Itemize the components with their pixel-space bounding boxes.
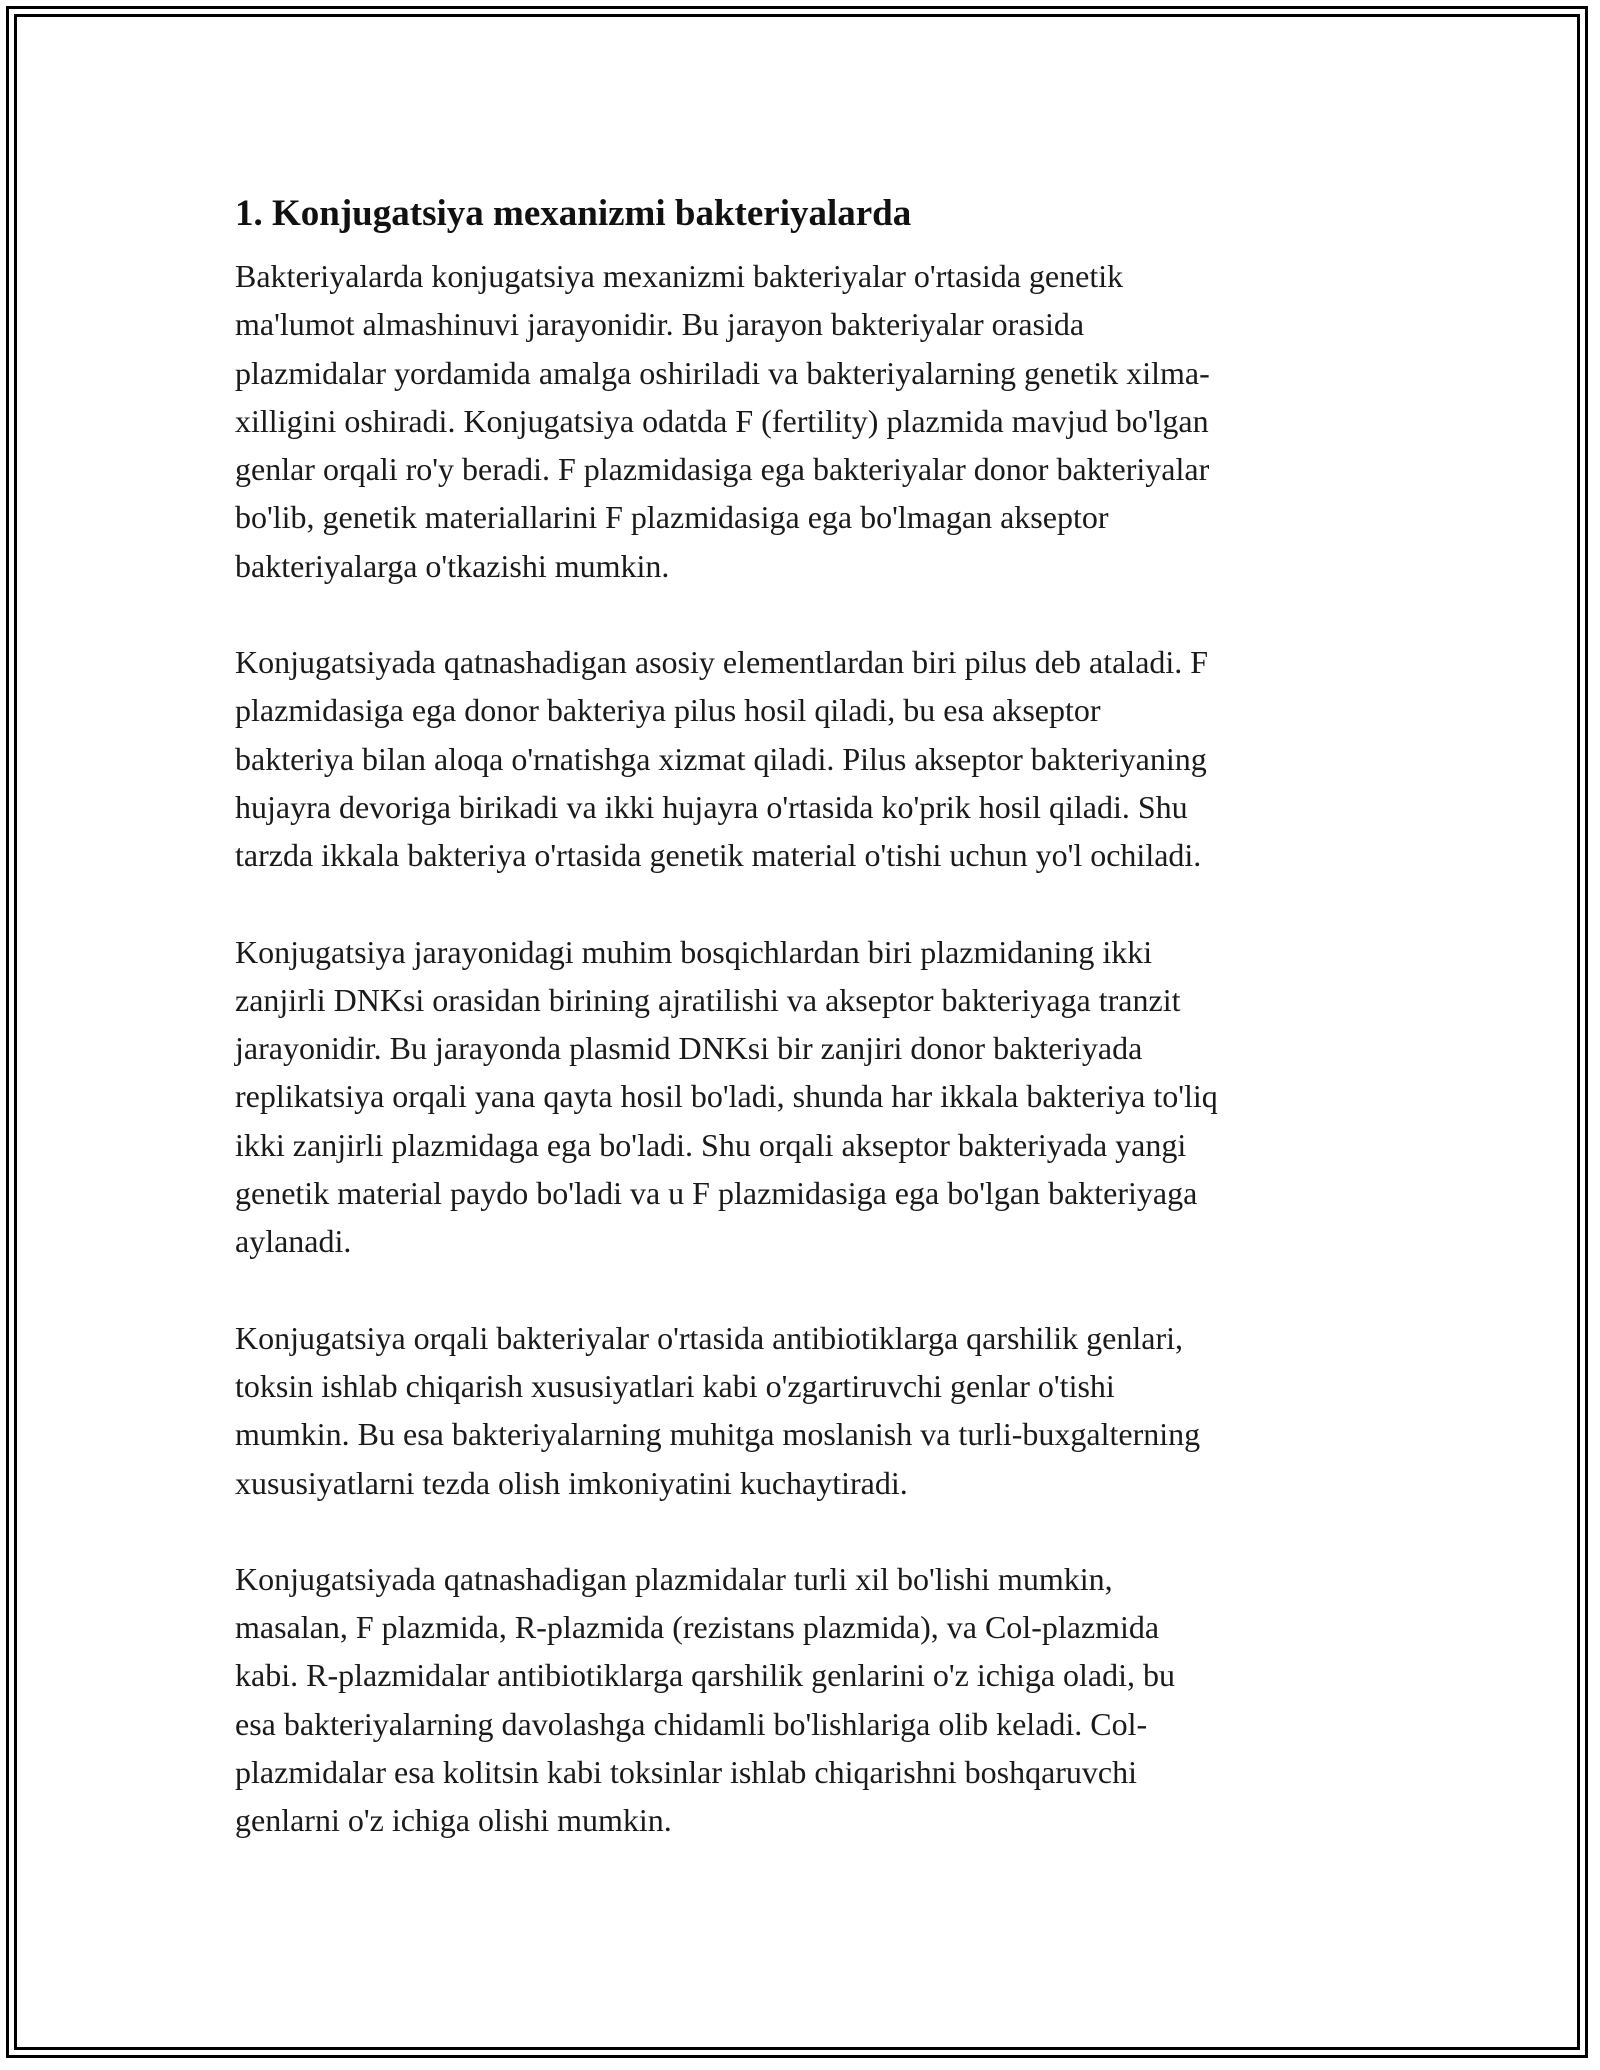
paragraph-2: Konjugatsiyada qatnashadigan asosiy elementlardan biri pilus deb ataladi. F plazmidasiga ega donor bakteriya pilus hosil qiladi, bu esa akseptor bakteriya bilan aloqa o'rnatishga xizmat qiladi. Pilus akseptor bakteriyaning hujayra devoriga birikadi va ikki hujayra o'rtasida ko'prik hosil qiladi. Shu tarzda ikkala bakteriya o'rtasida genetik material o'tishi uchun yo'l ochiladi. bbox=[235, 644, 1209, 874]
document-body bbox=[235, 188, 1370, 1893]
paragraph-4: Konjugatsiya orqali bakteriyalar o'rtasida antibiotiklarga qarshilik genlari, toksin ishlab chiqarish xususiyatlari kabi o'zgartiruvchi genlar o'tishi mumkin. Bu esa bakteriyalarning muhitga moslanish va turli-buxgalterning xususiyatlarni tezda olish imkoniyatini kuchaytiradi. bbox=[235, 1319, 1201, 1501]
paragraph-1: Bakteriyalarda konjugatsiya mexanizmi bakteriyalar o'rtasida genetik ma'lumot almashinuvi jarayonidir. Bu jarayon bakteriyalar orasida plazmidalar yordamida amalga oshiriladi va bakteriyalarning genetik xilma- xilligini oshiradi. Konjugatsiya odatda F (fertility) plazmida mavjud bo'lgan genlar orqali ro'y beradi. F plazmidasiga ega bakteriyalar donor bakteriyalar bo'lib, genetik materiallarini F plazmidasiga ega bo'lmagan akseptor bakteriyalarga o'tkazishi mumkin. bbox=[235, 258, 1210, 584]
paragraph-5: Konjugatsiyada qatnashadigan plazmidalar turli xil bo'lishi mumkin, masalan, F plazmida, R-plazmida (rezistans plazmida), va Col-plazmida kabi. R-plazmidalar antibiotiklarga qarshilik genlarini o'z ichiga oladi, bu esa bakteriyalarning davolashga chidamli bo'lishlariga olib keladi. Col- plazmidalar esa kolitsin kabi toksinlar ishlab chiqarishni boshqaruvchi genlarni o'z ichiga olishi mumkin. bbox=[235, 1560, 1176, 1839]
paragraph-3: Konjugatsiya jarayonidagi muhim bosqichlardan biri plazmidaning ikki zanjirli DNKsi orasidan birining ajratilishi va akseptor bakteriyaga tranzit jarayonidir. Bu jarayonda plasmid DNKsi bir zanjiri donor bakteriyada replikatsiya orqali yana qayta hosil bo'ladi, shunda har ikkala bakteriya to'liq ikki zanjirli plazmidaga ega bo'ladi. Shu orqali akseptor bakteriyada yangi genetik material paydo bo'ladi va u F plazmidasiga ega bo'lgan bakteriyaga aylanadi. bbox=[235, 933, 1218, 1260]
section-title: 1. Konjugatsiya mexanizmi bakteriyalarda bbox=[235, 193, 912, 234]
